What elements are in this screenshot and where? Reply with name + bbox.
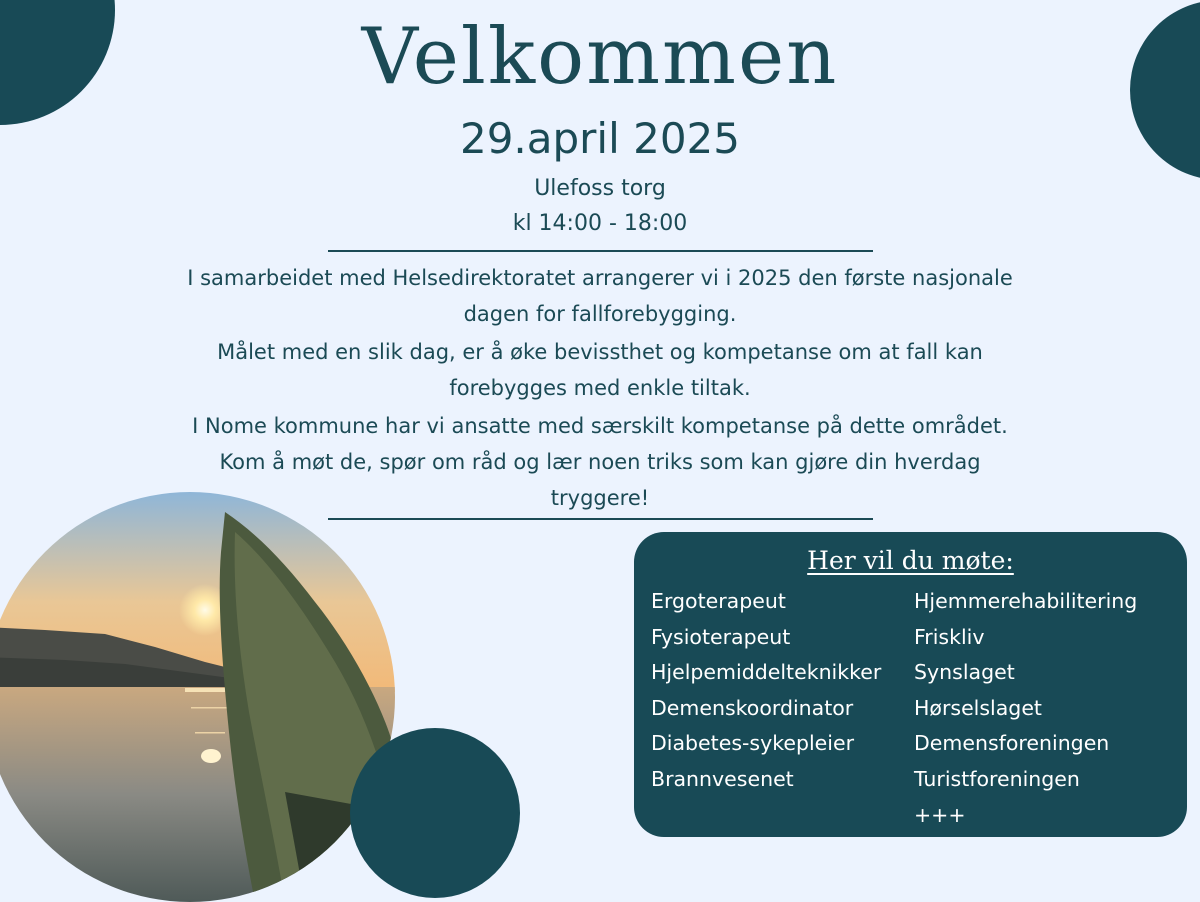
participants-list-left (651, 584, 881, 798)
event-place: Ulefoss torg (534, 176, 666, 201)
event-time: kl 14:00 - 18:00 (512, 211, 688, 236)
list-item: Brannvesenet (651, 766, 794, 791)
participants-list-right (914, 584, 1137, 833)
intro-paragraph-1: I samarbeidet med Helsedirektoratet arrangerer vi i 2025 den første nasjonale dagen for fallforebygging. (187, 266, 1013, 326)
panel-title: Her vil du møte: (807, 546, 1014, 575)
list-item: Turistforeningen (914, 766, 1080, 791)
list-item: +++ (914, 802, 966, 827)
divider-top (328, 250, 873, 252)
list-item: Demensforeningen (914, 731, 1110, 756)
list-item: Fysioterapeut (651, 624, 791, 649)
participants-panel (634, 532, 1187, 837)
intro-paragraph-2: Målet med en slik dag, er å øke bevissthet og kompetanse om at fall kan forebygges med enkle tiltak. (217, 340, 983, 400)
page-title: Velkommen (361, 12, 839, 102)
list-item: Hjelpemiddelteknikker (651, 660, 882, 685)
event-date: 29.april 2025 (459, 114, 741, 163)
decor-circle-bottom (350, 728, 520, 898)
list-item: Hørselslaget (914, 695, 1042, 720)
list-item: Friskliv (914, 624, 985, 649)
list-item: Synslaget (914, 660, 1015, 685)
list-item: Demenskoordinator (651, 695, 854, 720)
lake-sunset-photo (0, 492, 395, 902)
list-item: Hjemmerehabilitering (914, 589, 1138, 613)
divider-bottom (328, 518, 873, 520)
intro-paragraph-3: I Nome kommune har vi ansatte med særskilt kompetanse på dette området. Kom å møt de, spør om råd og lær noen triks som kan gjøre din hverdag tryggere! (192, 414, 1008, 510)
list-item: Ergoterapeut (651, 589, 786, 613)
list-item: Diabetes-sykepleier (651, 731, 855, 756)
